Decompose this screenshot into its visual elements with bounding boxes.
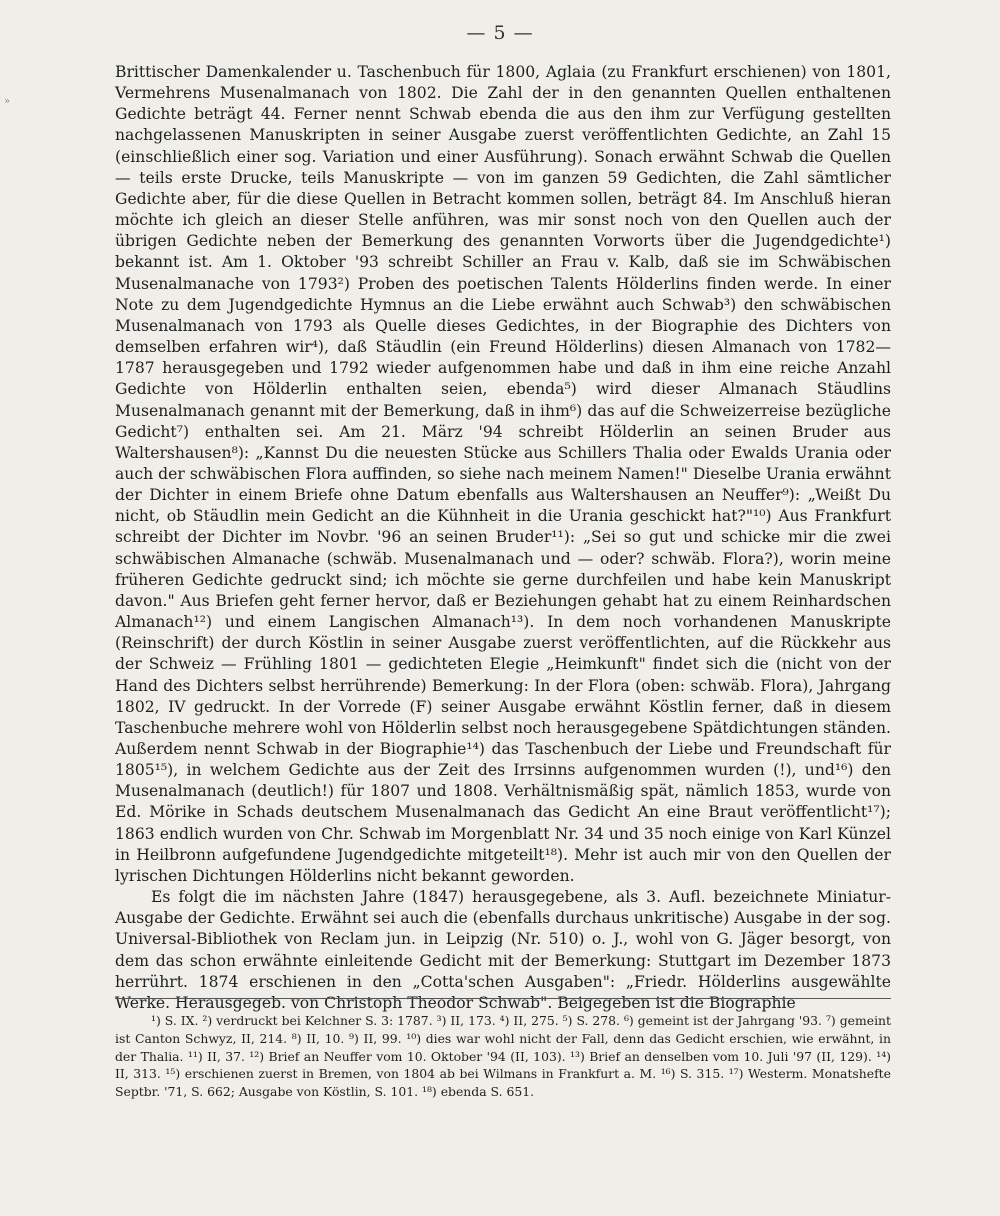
footnotes	[115, 1012, 891, 1101]
paragraph-2: Es folgt die im nächsten Jahre (1847) herausgegebene, als 3. Aufl. bezeichnete Miniatur-Ausgabe der Gedichte. Erwähnt sei auch die (ebenfalls durchaus unkritische) Ausgabe in der sog. Universal-Bibliothek von Reclam jun. in Leipzig (Nr. 510) o. J., wohl von G. Jäger besorgt, von dem das schon erwähnte einleitende Gedicht mit der Bemerkung: Stuttgart im Dezember 1873 herrührt. 1874 erschienen in den „Cotta'schen Ausgaben": „Friedr. Hölderlins ausgewählte Werke. Herausgegeb. von Christoph Theodor Schwab". Beigegeben ist die Biographie	[115, 888, 891, 1012]
footnotes-text: ¹) S. IX. ²) verdruckt bei Kelchner S. 3: 1787. ³) II, 173. ⁴) II, 275. ⁵) S. 278. ⁶) gemeint ist der Jahrgang '93. ⁷) gemeint ist Canton Schwyz, II, 214. ⁸) II, 10. ⁹) II, 99. ¹⁰) dies war wohl nicht der Fall, denn das Gedicht erschien, wie erwähnt, in der Thalia. ¹¹) II, 37. ¹²) Brief an Neuffer vom 10. Oktober '94 (II, 103). ¹³) Brief an denselben vom 10. Juli '97 (II, 129). ¹⁴) II, 313. ¹⁵) erschienen zuerst in Bremen, von 1804 ab bei Wilmans in Frankfurt a. M. ¹⁶) S. 315. ¹⁷) Westerm. Monatshefte Septbr. '71, S. 662; Ausgabe von Köstlin, S. 101. ¹⁸) ebenda S. 651.	[115, 1013, 891, 1100]
body-text	[115, 62, 891, 1014]
footnote-rule	[115, 998, 891, 999]
paragraph-1: Brittischer Damenkalender u. Taschenbuch für 1800, Aglaia (zu Frankfurt erschienen) von 1801, Vermehrens Musenalmanach von 1802. Die Zahl der in den genannten Quellen enthaltenen Gedichte beträgt 44. Ferner nennt Schwab ebenda die aus den ihm zur Verfügung gestellten nachgelassenen Manuskripten in seiner Ausgabe zuerst veröffentlichten Gedichte, an Zahl 15 (einschließlich einer sog. Variation und einer Ausführung). Sonach erwähnt Schwab die Quellen — teils erste Drucke, teils Manuskripte — von im ganzen 59 Gedichten, die Zahl sämtlicher Gedichte aber, für die diese Quellen in Betracht kommen sollen, beträgt 84. Im Anschluß hieran möchte ich gleich an dieser Stelle anführen, was mir sonst noch von den Quellen auch der übrigen Gedichte neben der Bemerkung des genannten Vorworts über die Jugendgedichte¹) bekannt ist. Am 1. Oktober '93 schreibt Schiller an Frau v. Kalb, daß sie im Schwäbischen Musenalmanache von 1793²) Proben des poetischen Talents Hölderlins finden werde. In einer Note zu dem Jugendgedichte Hymnus an die Liebe erwähnt auch Schwab³) den schwäbischen Musenalmanach von 1793 als Quelle dieses Gedichtes, in der Biographie des Dichters von demselben erfahren wir⁴), daß Stäudlin (ein Freund Hölderlins) diesen Almanach von 1782—1787 herausgegeben und 1792 wieder aufgenommen habe und daß in ihm eine reiche Anzahl Gedichte von Hölderlin enthalten seien, ebenda⁵) wird dieser Almanach Stäudlins Musenalmanach genannt mit der Bemerkung, daß in ihm⁶) das auf die Schweizerreise bezügliche Gedicht⁷) enthalten sei. Am 21. März '94 schreibt Hölderlin an seinen Bruder aus Waltershausen⁸): „Kannst Du die neuesten Stücke aus Schillers Thalia oder Ewalds Urania oder auch der schwäbischen Flora auffinden, so siehe nach meinem Namen!" Dieselbe Urania erwähnt der Dichter in einem Briefe ohne Datum ebenfalls aus Waltershausen an Neuffer⁹): „Weißt Du nicht, ob Stäudlin mein Gedicht an die Kühnheit in die Urania geschickt hat?"¹⁰) Aus Frankfurt schreibt der Dichter im Novbr. '96 an seinen Bruder¹¹): „Sei so gut und schicke mir die zwei schwäbischen Almanache (schwäb. Musenalmanach und — oder? schwäb. Flora?), worin meine früheren Gedichte gedruckt sind; ich möchte sie gerne durchfeilen und habe kein Manuskript davon." Aus Briefen geht ferner hervor, daß er Beziehungen gehabt hat zu einem Reinhardschen Almanach¹²) und einem Langischen Almanach¹³). In dem noch vorhandenen Manuskripte (Reinschrift) der durch Köstlin in seiner Ausgabe zuerst veröffentlichten, auf die Rückkehr aus der Schweiz — Frühling 1801 — gedichteten Elegie „Heimkunft" findet sich die (nicht von der Hand des Dichters selbst herrührende) Bemerkung: In der Flora (oben: schwäb. Flora), Jahrgang 1802, IV gedruckt. In der Vorrede (F) seiner Ausgabe erwähnt Köstlin ferner, daß in diesem Taschenbuche mehrere wohl von Hölderlin selbst noch herausgegebene Spätdichtungen ständen. Außerdem nennt Schwab in der Biographie¹⁴) das Taschenbuch der Liebe und Freundschaft für 1805¹⁵), in welchem Gedichte aus der Zeit des Irrsinns aufgenommen wurden (!), und¹⁶) den Musenalmanach (deutlich!) für 1807 und 1808. Verhältnismäßig spät, nämlich 1853, wurde von Ed. Mörike in Schads deutschem Musenalmanach das Gedicht An eine Braut veröffentlicht¹⁷); 1863 endlich wurden von Chr. Schwab im Morgenblatt Nr. 34 und 35 noch einige von Karl Künzel in Heilbronn aufgefundene Jugendgedichte mitgeteilt¹⁸). Mehr ist auch mir von den Quellen der lyrischen Dichtungen Hölderlins nicht bekannt geworden.	[115, 63, 891, 885]
margin-mark: »	[4, 96, 11, 107]
page-number: — 5 —	[466, 22, 534, 44]
